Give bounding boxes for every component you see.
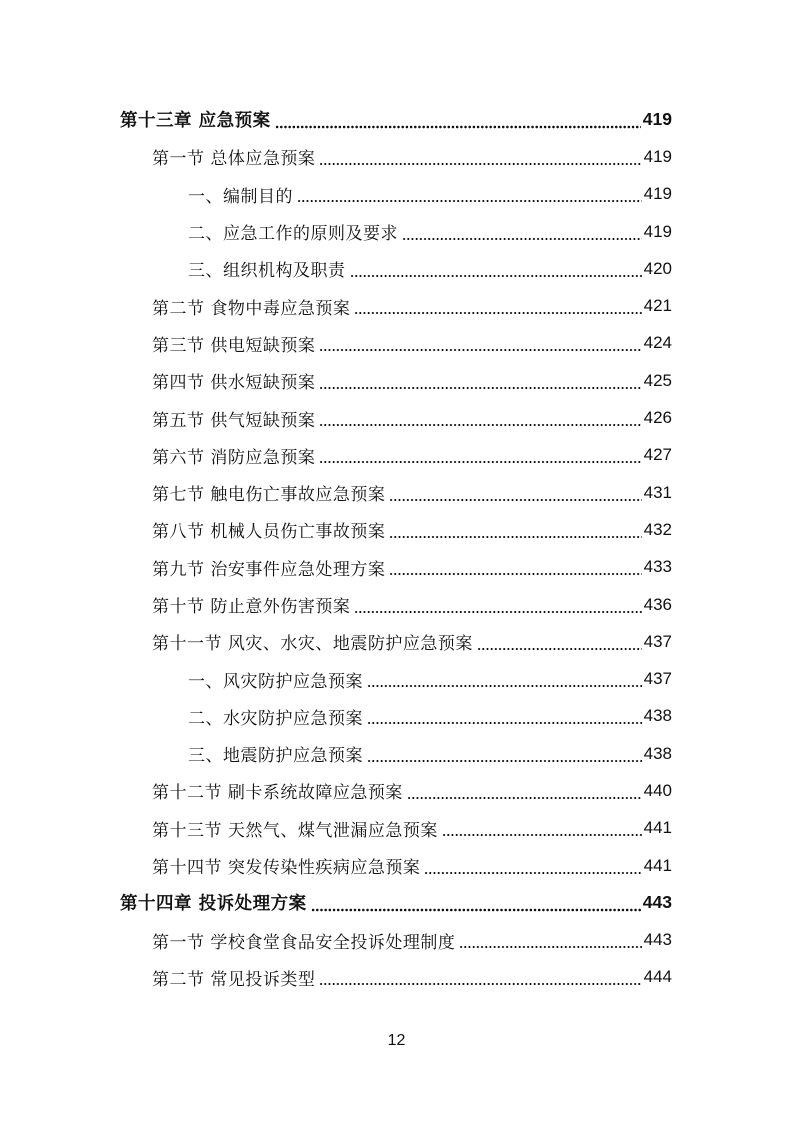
toc-leader-dots	[367, 684, 642, 688]
toc-entry-section[interactable]	[0, 437, 793, 474]
toc-entry-title: 第六节 消防应急预案	[152, 447, 316, 468]
toc-entry-section[interactable]	[0, 810, 793, 847]
toc-leader-dots	[354, 610, 641, 614]
toc-entry-page: 419	[643, 184, 672, 204]
toc-entry-page: 440	[643, 780, 672, 800]
toc-leader-dots	[402, 237, 642, 241]
toc-entry-page: 432	[643, 519, 672, 539]
toc-entry-title: 一、编制目的	[188, 186, 293, 207]
toc-entry-page: 438	[643, 743, 672, 763]
toc-entry-page: 419	[643, 221, 672, 241]
toc-entry-page: 426	[643, 408, 672, 428]
toc-entry-page: 419	[642, 109, 672, 130]
toc-entry-title: 第七节 触电伤亡事故应急预案	[152, 485, 386, 506]
toc-leader-dots	[389, 498, 641, 502]
toc-entry-title: 第一节 总体应急预案	[152, 149, 316, 170]
toc-entry-title: 第二节 常见投诉类型	[152, 969, 316, 990]
toc-entry-section[interactable]	[0, 511, 793, 548]
toc-entry-page: 443	[642, 892, 672, 913]
toc-entry-chapter[interactable]	[0, 101, 793, 138]
toc-entry-title: 第二节 食物中毒应急预案	[152, 298, 351, 319]
page-number: 12	[387, 1032, 406, 1049]
toc-entry-page: 421	[643, 296, 672, 316]
toc-entry-title: 三、组织机构及职责	[188, 261, 346, 282]
toc-entry-title: 第十一节 风灾、水灾、地震防护应急预案	[152, 634, 473, 655]
toc-entry-page: 436	[643, 594, 672, 614]
toc-leader-dots	[319, 162, 641, 166]
toc-leader-dots	[389, 535, 641, 539]
toc-entry-subsection[interactable]	[0, 176, 793, 213]
toc-leader-dots	[297, 199, 642, 203]
toc-entry-section[interactable]	[0, 325, 793, 362]
toc-entry-subsection[interactable]	[0, 250, 793, 287]
toc-entry-title: 第三节 供电短缺预案	[152, 335, 316, 356]
toc-leader-dots	[459, 945, 641, 949]
toc-leader-dots	[407, 796, 642, 800]
toc-entry-section[interactable]	[0, 138, 793, 175]
toc-entry-page: 420	[643, 258, 672, 278]
toc-entry-section[interactable]	[0, 623, 793, 660]
toc-entry-section[interactable]	[0, 549, 793, 586]
toc-entry-title: 第四节 供水短缺预案	[152, 373, 316, 394]
toc-entry-title: 第一节 学校食堂食品安全投诉处理制度	[152, 932, 456, 953]
toc-entry-title: 第十三章 应急预案	[120, 111, 271, 132]
toc-entry-section[interactable]	[0, 287, 793, 324]
toc-entry-section[interactable]	[0, 772, 793, 809]
toc-entry-chapter[interactable]	[0, 884, 793, 921]
toc-entry-section[interactable]	[0, 847, 793, 884]
toc-entry-page: 441	[643, 818, 672, 838]
toc-entry-title: 第九节 治安事件应急处理方案	[152, 559, 386, 580]
toc-entry-title: 二、应急工作的原则及要求	[188, 224, 398, 245]
toc-entry-page: 433	[643, 557, 672, 577]
toc-entry-section[interactable]	[0, 586, 793, 623]
toc-entry-page: 437	[643, 669, 672, 689]
toc-entry-page: 437	[643, 631, 672, 651]
toc-entry-page: 419	[643, 146, 672, 166]
toc-entry-subsection[interactable]	[0, 213, 793, 250]
toc-leader-dots	[477, 647, 642, 651]
toc-entry-page: 424	[643, 333, 672, 353]
toc-leader-dots	[442, 833, 642, 837]
toc-entry-title: 第十节 防止意外伤害预案	[152, 597, 351, 617]
toc-leader-dots	[350, 274, 642, 278]
toc-entry-page: 431	[643, 482, 672, 502]
toc-entry-page: 425	[643, 370, 672, 390]
toc-leader-dots	[354, 311, 641, 315]
toc-entry-subsection[interactable]	[0, 698, 793, 735]
toc-entry-page: 443	[643, 930, 672, 950]
toc-entry-subsection[interactable]	[0, 735, 793, 772]
toc-leader-dots	[367, 759, 642, 763]
toc-entry-title: 一、风灾防护应急预案	[188, 671, 363, 692]
toc-entry-title: 三、地震防护应急预案	[188, 746, 363, 767]
toc-leader-dots	[389, 572, 641, 576]
toc-leader-dots	[275, 125, 641, 129]
toc-entry-section[interactable]	[0, 474, 793, 511]
toc-entry-page: 441	[643, 855, 672, 875]
toc-leader-dots	[319, 460, 641, 464]
toc-entry-section[interactable]	[0, 959, 793, 996]
toc-entry-title: 二、水灾防护应急预案	[188, 708, 363, 729]
toc-entry-title: 第十四章 投诉处理方案	[120, 894, 307, 915]
toc-entry-page: 438	[643, 706, 672, 726]
toc-entry-title: 第十二节 刷卡系统故障应急预案	[152, 783, 403, 804]
toc-entry-title: 第十三节 天然气、煤气泄漏应急预案	[152, 820, 438, 841]
toc-entry-section[interactable]	[0, 362, 793, 399]
toc-leader-dots	[311, 908, 641, 912]
toc-leader-dots	[367, 721, 642, 725]
toc-leader-dots	[319, 423, 641, 427]
toc-leader-dots	[319, 348, 641, 352]
toc-entry-page: 427	[643, 445, 672, 465]
toc-entry-subsection[interactable]	[0, 660, 793, 697]
toc-entry-title: 第八节 机械人员伤亡事故预案	[152, 522, 386, 543]
toc-entry-page: 444	[643, 967, 672, 987]
toc-leader-dots	[319, 982, 641, 986]
table-of-contents	[0, 101, 793, 996]
toc-entry-title: 第十四节 突发传染性疾病应急预案	[152, 858, 421, 879]
toc-leader-dots	[319, 386, 641, 390]
toc-entry-title: 第五节 供气短缺预案	[152, 410, 316, 431]
toc-entry-section[interactable]	[0, 922, 793, 959]
toc-leader-dots	[424, 871, 641, 875]
toc-entry-section[interactable]	[0, 399, 793, 436]
